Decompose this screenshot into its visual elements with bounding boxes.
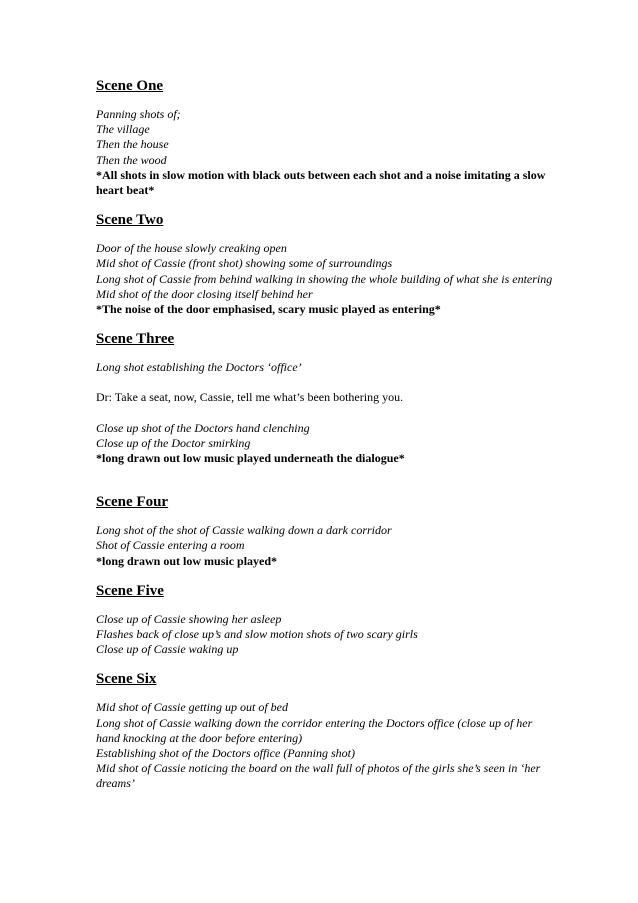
scene-one	[96, 76, 556, 198]
shot-line: Establishing shot of the Doctors office (Panning shot)	[96, 746, 355, 761]
shot-line: Mid shot of Cassie getting up out of bed	[96, 700, 288, 715]
shot-line: Close up of Cassie showing her asleep	[96, 611, 282, 626]
scene-body	[96, 523, 556, 569]
scene-four	[96, 492, 556, 569]
shot-line: Close up of Cassie waking up	[96, 642, 239, 657]
shot-line: Door of the house slowly creaking open	[96, 241, 287, 256]
scene-five	[96, 581, 556, 658]
scene-six	[96, 669, 556, 791]
shot-line: Long shot of Cassie from behind walking in showing the whole building of what she is entering	[96, 271, 553, 286]
shot-line: Flashes back of close up’s and slow motion shots of two scary girls	[96, 627, 418, 642]
shot-line: Close up of the Doctor smirking	[96, 435, 251, 450]
shot-line: Then the wood	[96, 152, 167, 167]
scene-three	[96, 329, 556, 466]
shot-line: Long shot establishing the Doctors ‘office’	[96, 360, 302, 375]
scene-body	[96, 360, 556, 466]
scene-heading: Scene Four	[96, 494, 169, 511]
shot-line: Mid shot of Cassie (front shot) showing some of surroundings	[96, 256, 393, 271]
shot-line: The village	[96, 122, 150, 137]
scene-body	[96, 241, 556, 317]
dialogue-line: Dr: Take a seat, now, Cassie, tell me what’s been bothering you.	[96, 390, 404, 405]
scene-heading: Scene Six	[96, 671, 157, 688]
shot-line: Close up shot of the Doctors hand clenching	[96, 420, 310, 435]
scene-two	[96, 210, 556, 317]
shot-line: Mid shot of Cassie noticing the board on the wall full of photos of the girls she’s seen in ‘her dreams’	[96, 761, 541, 791]
scene-heading: Scene Two	[96, 212, 164, 229]
shot-line: Shot of Cassie entering a room	[96, 538, 245, 553]
scene-heading: Scene One	[96, 78, 164, 94]
sound-note: *All shots in slow motion with black outs between each shot and a noise imitating a slow heart beat*	[96, 167, 546, 198]
sound-note: *The noise of the door emphasised, scary music played as entering*	[96, 302, 441, 317]
scene-body	[96, 107, 556, 198]
shot-line: Long shot of the shot of Cassie walking down a dark corridor	[96, 523, 392, 538]
scene-heading: Scene Three	[96, 331, 175, 348]
document-page	[96, 76, 556, 792]
scene-heading: Scene Five	[96, 582, 164, 599]
sound-note: *long drawn out low music played underneath the dialogue*	[96, 451, 405, 466]
scene-body	[96, 700, 556, 791]
shot-line: Long shot of Cassie walking down the corridor entering the Doctors office (close up of her hand knocking at the door before entering)	[96, 715, 533, 745]
shot-line: Mid shot of the door closing itself behind her	[96, 286, 313, 301]
scene-body	[96, 612, 556, 658]
shot-line: Then the house	[96, 137, 169, 152]
sound-note: *long drawn out low music played*	[96, 553, 278, 568]
shot-line: Panning shots of;	[96, 107, 181, 121]
